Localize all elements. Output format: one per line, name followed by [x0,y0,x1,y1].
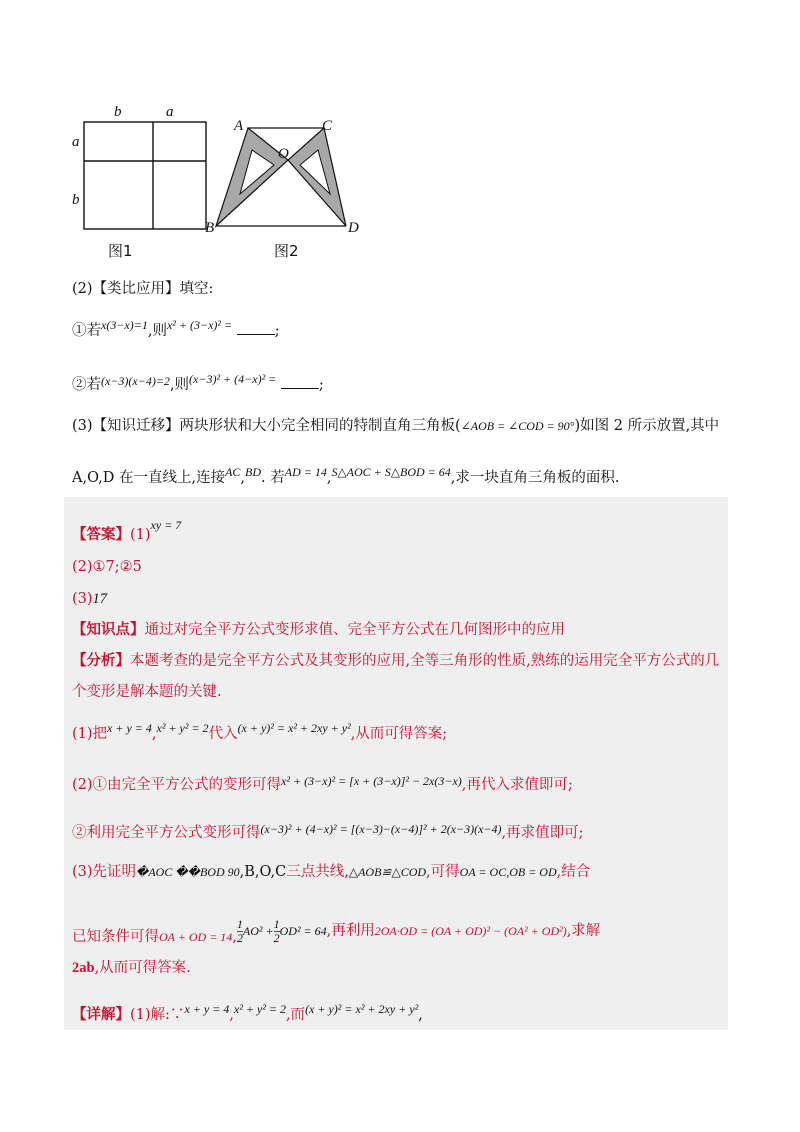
q2-item2-end: ; [318,377,324,393]
q3-line2-text-d: ,求一块直角三角板的面积. [450,470,620,486]
q3-line-1 [72,416,719,436]
detail-math-1: x + y = 4 [184,1002,230,1016]
analysis-step-4 [72,862,590,882]
q2-item-2 [72,369,324,395]
analysis-step-2 [72,771,573,795]
detail-line-1 [72,999,423,1025]
fig1-label-b-left: b [72,192,80,208]
figure-1-square-diagram [60,100,210,240]
step1-text-c: 代入 [208,726,238,742]
detail-text-d: , [418,1007,423,1023]
step5-text-a: 已知条件可得 [72,929,159,945]
q3-angle-condition: ∠AOB = ∠COD = 90° [460,419,575,433]
step4-text-c: 三点共线, [286,864,349,880]
fig1-label-a-left: a [72,134,80,150]
knowledge-point-line [72,620,565,640]
detail-text-b: , [229,1007,234,1023]
q2-item1-expression: x² + (3−x)² = [166,318,233,332]
step1-math-1: x + y = 4 [107,721,152,735]
q3-segment-bd: BD [245,465,262,479]
fig1-label-a-top: a [166,104,174,120]
analysis-label: 【分析】 [72,652,130,669]
fig2-caption: 图2 [274,242,299,260]
detail-math-2: x² + y² = 2 [233,1002,286,1016]
step4-text-b: ,B,O,C [239,864,287,880]
knowledge-label: 【知识点】 [72,621,145,638]
step1-math-3: (x + y)² = x² + 2xy + y² [237,721,351,735]
step4-text-e: ,结合 [556,864,591,880]
detail-text-c: ,而 [285,1007,306,1023]
knowledge-text: 通过对完全平方公式变形求值、完全平方公式在几何图形中的应用 [144,622,565,638]
q2-item-1 [72,315,280,341]
answer-label: 【答案】 [72,526,130,543]
step6-text: ,从而可得答案. [94,960,191,976]
step1-text-b: , [151,726,157,742]
step5-text-d: ,求解 [566,923,601,939]
step1-text-a: (1)把 [72,726,108,742]
q3-line2-sep: , [240,470,246,486]
step2-text-b: ,再代入求值即可; [461,777,573,793]
step6-math: 2ab [72,960,95,976]
analysis-text-1: 本题考查的是完全平方公式及其变形的应用,全等三角形的性质,熟练的运用完全平方公式的几 [130,653,720,669]
detail-text-a: (1)解:∵ [130,1007,185,1023]
step4-math-1: �AOC ��BOD 90 [136,865,240,879]
step3-text-b: ,再求值即可; [501,825,584,841]
q3-line1-text-b: )如图 2 所示放置,其中 [574,418,720,434]
step5-fraction-2: $\frac{1}{2}$ [273,916,280,945]
q2-heading: (2)【类比应用】填空: [72,281,214,297]
fig1-label-b-top: b [114,104,122,120]
step4-text-d: ,可得 [426,864,460,880]
fig2-point-a: A [234,118,244,134]
answer-3-value: 17 [92,591,108,607]
q2-item1-answer-blank[interactable] [237,322,275,335]
figure-2-triangles-diagram [200,110,360,235]
step5-math-2b: OD² = 64 [279,924,327,938]
step4-math-3: OA = OC,OB = OD [459,865,557,879]
q3-segment-ac: AC [225,465,241,479]
answer-line-3 [72,589,107,609]
fig2-point-c: C [322,118,333,134]
q3-area-sum: S△AOC + S△BOD = 64 [331,465,451,479]
q3-line2-text-a: A,O,D 在一直线上,连接 [72,470,226,486]
step5-fraction-1: $\frac{1}{2}$ [236,916,243,945]
step3-text-a: ②利用完全平方公式变形可得 [72,825,261,841]
answer-1-prefix: (1) [130,527,151,543]
analysis-line-2: 个变形是解本题的关键. [72,684,222,700]
step2-math: x² + (3−x)² = [x + (3−x)]² − 2x(3−x) [281,774,462,788]
detail-label: 【详解】 [72,1006,130,1023]
q3-line2-text-c: , [326,470,332,486]
detail-math-3: (x + y)² = x² + 2xy + y² [305,1002,419,1016]
analysis-step-1 [72,718,447,744]
answer-line-2: (2)①7;②5 [72,559,142,575]
q2-item2-prefix: ②若 [72,377,101,393]
answer-line-1 [72,515,181,545]
q2-item1-condition: x(3−x)=1 [101,318,148,332]
fig2-point-b: B [205,220,215,236]
fig2-point-d: D [348,220,359,236]
q2-item2-expression: (x−3)² + (4−x)² = [189,372,277,386]
step3-math: (x−3)² + (4−x)² = [(x−3)−(x−4)]² + 2(x−3)(x−4) [260,822,502,836]
fig2-point-o: O [278,146,289,162]
q2-item2-mid: ,则 [169,377,190,393]
analysis-step-6 [72,958,191,978]
q2-item1-mid: ,则 [147,323,167,339]
step1-math-2: x² + y² = 2 [156,721,209,735]
analysis-line-1 [72,651,719,671]
step1-text-d: ,从而可得答案; [350,726,448,742]
q3-line1-text-a: (3)【知识迁移】两块形状和大小完全相同的特制直角三角板( [72,418,461,434]
step5-text-b: , [232,929,237,945]
step5-math-1: OA + OD = 14 [159,930,233,944]
step4-text-a: (3)先证明 [72,864,137,880]
analysis-step-3 [72,819,584,843]
step5-text-c: ,再利用 [326,923,375,939]
step4-math-2: △AOB≌△COD [348,865,427,879]
step2-text-a: (2)①由完全平方公式的变形可得 [72,777,282,793]
q3-ad-length: AD = 14 [284,465,327,479]
q3-line-2 [72,462,620,488]
step5-math-3: 2OA·OD = (OA + OD)² − (OA² + OD²) [374,924,567,938]
q2-item2-condition: (x−3)(x−4)=2 [101,374,170,388]
step5-math-2a: AO² + [242,924,274,938]
q3-line2-text-b: . 若 [261,470,285,486]
q2-item1-end: ; [274,323,280,339]
q2-item2-answer-blank[interactable] [281,376,319,389]
answer-3-prefix: (3) [72,591,93,607]
answer-1-value: xy = 7 [150,518,182,532]
q2-item1-prefix: ①若 [72,323,101,339]
analysis-step-5 [72,914,600,954]
fig1-caption: 图1 [108,242,133,260]
